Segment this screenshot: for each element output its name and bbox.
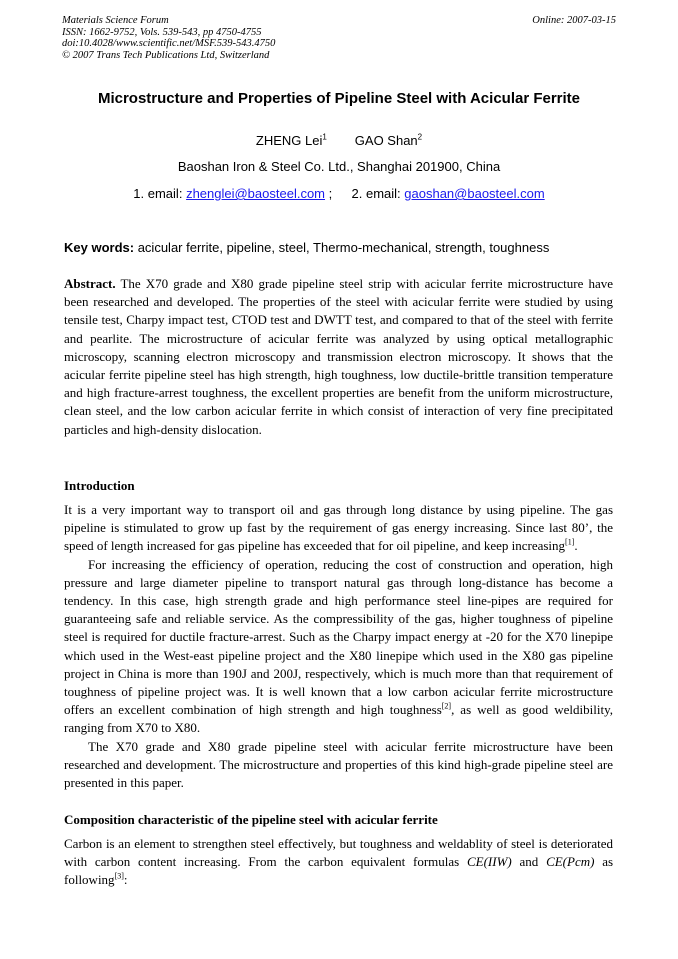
email-2-prefix: 2. email: xyxy=(351,186,401,201)
ref-1: [1] xyxy=(565,538,575,548)
journal-name: Materials Science Forum xyxy=(62,15,169,26)
author-1-affil-sup: 1 xyxy=(322,132,327,142)
author-1: ZHENG Lei xyxy=(255,133,323,148)
composition-heading: Composition characteristic of the pipeline steel with acicular ferrite xyxy=(64,812,438,827)
introduction-body xyxy=(64,501,613,792)
introduction-heading: Introduction xyxy=(64,478,135,493)
email-line xyxy=(0,186,678,201)
copyright-line: © 2007 Trans Tech Publications Ltd, Switzerland xyxy=(62,49,270,61)
intro-paragraph-3: The X70 grade and X80 grade pipeline steel with acicular ferrite microstructure have been researched and development. The microstructure and properties of this kind high-grade pipeline steel are presented in this paper. xyxy=(64,738,613,791)
keywords-text: acicular ferrite, pipeline, steel, Thermo-mechanical, strength, toughness xyxy=(137,240,550,255)
email-1-link[interactable]: zhenglei@baosteel.com xyxy=(186,186,326,201)
author-line xyxy=(0,133,678,148)
issn-line: ISSN: 1662-9752, Vols. 539-543, pp 4750-4755 xyxy=(62,26,262,38)
ce-iiw-formula: CE(IIW) xyxy=(466,854,512,870)
email-1-prefix: 1. email: xyxy=(133,186,183,201)
ce-pcm-formula: CE(Pcm) xyxy=(546,854,595,870)
ref-2: [2] xyxy=(441,701,452,711)
intro-paragraph-2: For increasing the efficiency of operation, reducing the cost of construction and operation, high pressure and large diameter pipeline to transport natural gas through long-distance has become a tendency. In this case, high strength grade and high performance steel line-pipes are required for guaranteeing safe and reliable service. As the compressibility of the gas, higher toughness of pipeline steel is required for ductile fracture-arrest. Such as the Charpy impact energy at -20 for the X70 linepipe which used in the West-east pipeline project and the X80 linepipe which used in the X80 gas pipeline project in China is more than 190J and 200J, respectively, which is much more than that requirement of toughness of pipeline project was. It is well known that a low carbon acicular ferrite microstructure offers an excellent combination of high strength and high toughness[2], as well as good weldibility, ranging from X70 to X80. xyxy=(64,556,613,736)
affiliation: Baoshan Iron & Steel Co. Ltd., Shanghai 201900, China xyxy=(177,159,501,174)
abstract-label: Abstract. xyxy=(64,276,116,291)
composition-body xyxy=(64,835,613,890)
journal-header xyxy=(62,15,618,61)
ref-3: [3] xyxy=(114,872,124,882)
composition-paragraph-1: Carbon is an element to strengthen steel effectively, but toughness and weldablity of steel is deteriorated with carbon content increasing. From the carbon equivalent formulas CE(IIW) and CE(Pcm) as following[3]: xyxy=(64,836,614,888)
email-separator: ; xyxy=(328,186,333,201)
keywords xyxy=(64,240,624,255)
paper-title: Microstructure and Properties of Pipeline Steel with Acicular Ferrite xyxy=(97,90,581,107)
intro-paragraph-1: It is a very important way to transport oil and gas through long distance by using pipeline. The gas pipeline is stimulated to grow up fast by the requirement of gas energy increasing. Since last 80’, the speed of length increased for gas pipeline has exceeded that for oil pipeline, and keep increasing[1]. xyxy=(64,502,613,554)
online-date: Online: 2007-03-15 xyxy=(532,15,616,26)
abstract-text: The X70 grade and X80 grade pipeline steel strip with acicular ferrite microstructure have been researched and developed. The properties of the steel with acicular ferrite were studied by using tensile test, Charpy impact test, CTOD test and DWTT test, and compared to that of the steel with ferrite and pearlite. The microstructure of acicular ferrite was analyzed by using optical metallographic microscopy, scanning electron microscopy and transmission electron microscopy. It shows that the acicular ferrite pipeline steel has high strength, high toughness, low ductile-brittle transition temperature and high fracture-arrest toughness, the excellent properties are benefit from the uniform microstructure, clean steel, and the low carbon acicular ferrite in which consist of interaction of very fine precipitated particles and high-density dislocation. xyxy=(64,276,613,437)
abstract xyxy=(64,275,613,439)
keywords-label: Key words: xyxy=(64,240,135,255)
doi-line: doi:10.4028/www.scientific.net/MSF.539-543.4750 xyxy=(62,38,276,50)
author-2: GAO Shan xyxy=(354,133,418,148)
email-2-link[interactable]: gaoshan@baosteel.com xyxy=(404,186,545,201)
author-2-affil-sup: 2 xyxy=(417,132,423,142)
